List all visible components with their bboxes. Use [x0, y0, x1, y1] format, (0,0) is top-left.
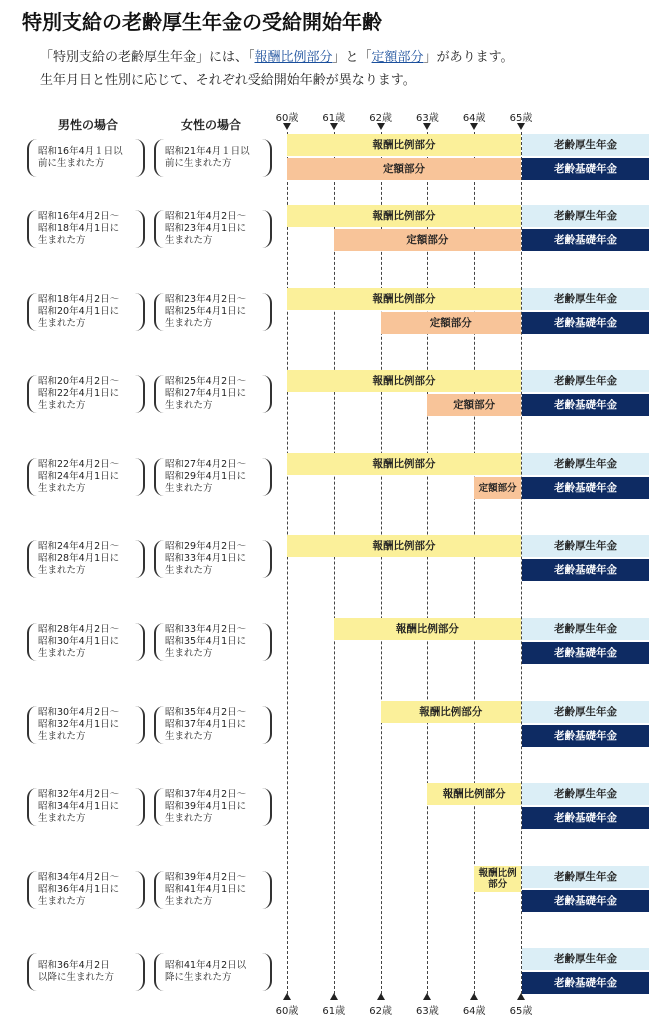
hirei-bar [287, 535, 521, 557]
age-gridline [381, 132, 382, 994]
female-birth-range-line: 昭和23年4月2日～ [165, 294, 247, 305]
page-title: 特別支給の老齢厚生年金の受給開始年齢 [22, 10, 382, 34]
intro-text [40, 46, 514, 92]
male-birth-range [38, 707, 119, 743]
kousei-pension-label: 老齢厚生年金 [554, 457, 617, 470]
teigaku-bar-label: 定額部分 [429, 316, 472, 329]
kiso-pension-label: 老齢基礎年金 [554, 729, 617, 742]
female-birth-range-line: 昭和35年4月1日に [165, 636, 247, 647]
tick-arrow-down-icon [517, 123, 525, 130]
hirei-bar-label: 報酬比例部分 [372, 292, 436, 305]
male-birth-range-line: 昭和30年4月1日に [38, 636, 120, 647]
female-birth-range [165, 294, 246, 330]
intro-line-1 [40, 46, 514, 69]
hirei-bar [287, 205, 521, 227]
kiso-pension-bar [522, 477, 649, 499]
female-column-header: 女性の場合 [180, 118, 241, 132]
female-birth-range-line: 生まれた方 [165, 235, 213, 246]
kiso-pension-bar [522, 890, 649, 912]
female-birth-range [165, 211, 246, 247]
female-birth-range-line: 昭和35年4月2日～ [165, 707, 247, 718]
hirei-bar-label: 報酬比例部分 [395, 622, 459, 635]
teigaku-bar [334, 229, 521, 251]
female-birth-range-line: 昭和33年4月2日～ [165, 624, 247, 635]
male-birth-range-line: 昭和32年4月1日に [38, 719, 120, 730]
hirei-bar-label: 報酬比例部分 [419, 705, 483, 718]
female-birth-range-line: 昭和23年4月1日に [165, 223, 247, 234]
hirei-bar [287, 134, 521, 156]
female-birth-range-line: 生まれた方 [165, 565, 213, 576]
kiso-pension-bar [522, 394, 649, 416]
male-birth-range-line: 昭和28年4月2日～ [38, 624, 120, 635]
kousei-pension-bar [522, 866, 649, 888]
male-birth-range-line: 生まれた方 [38, 483, 86, 494]
kousei-pension-bar [522, 783, 649, 805]
female-birth-range-line: 昭和29年4月2日～ [165, 541, 247, 552]
hirei-bar-label: 部分 [488, 879, 508, 890]
female-birth-range-line: 昭和33年4月1日に [165, 553, 247, 564]
female-birth-range-line: 昭和37年4月1日に [165, 719, 247, 730]
tick-arrow-up-icon [517, 993, 525, 1000]
male-birth-range [38, 541, 119, 577]
teigaku-link[interactable]: 定額部分 [371, 50, 424, 65]
male-birth-range-line: 昭和36年4月1日に [38, 884, 120, 895]
female-birth-range [165, 872, 246, 908]
kiso-pension-label: 老齢基礎年金 [554, 481, 617, 494]
kousei-pension-bar [522, 205, 649, 227]
male-birth-range-line: 昭和16年4月１日以 [38, 146, 123, 157]
age-tick-label-bottom: 64歳 [462, 1006, 486, 1017]
male-birth-range-line: 昭和18年4月2日～ [38, 294, 120, 305]
female-birth-range-line: 前に生まれた方 [165, 158, 232, 169]
tick-arrow-down-icon [283, 123, 291, 130]
age-tick-label-top: 61歳 [322, 113, 346, 124]
male-birth-range-line: 昭和22年4月1日に [38, 388, 120, 399]
female-birth-range-line: 昭和39年4月2日～ [165, 872, 247, 883]
kiso-pension-bar [522, 312, 649, 334]
hirei-bar-label: 報酬比例部分 [372, 209, 436, 222]
age-tick-label-top: 65歳 [509, 113, 533, 124]
tick-arrow-up-icon [423, 993, 431, 1000]
kiso-pension-bar [522, 807, 649, 829]
tick-arrow-up-icon [283, 993, 291, 1000]
kousei-pension-bar [522, 535, 649, 557]
male-birth-range [38, 960, 114, 984]
hirei-bar [287, 453, 521, 475]
intro-text-segment: 」と「 [332, 50, 372, 65]
hirei-bar [474, 866, 521, 892]
male-birth-range [38, 459, 119, 495]
female-birth-range-line: 昭和39年4月1日に [165, 801, 247, 812]
tick-arrow-down-icon [330, 123, 338, 130]
age-tick-label-top: 62歳 [369, 113, 392, 124]
kousei-pension-bar [522, 453, 649, 475]
age-gridline [334, 132, 335, 994]
female-birth-range-line: 昭和29年4月1日に [165, 471, 247, 482]
female-birth-range-line: 生まれた方 [165, 483, 213, 494]
male-birth-range-line: 生まれた方 [38, 813, 86, 824]
male-birth-range-line: 昭和22年4月2日～ [38, 459, 120, 470]
female-birth-range-line: 昭和37年4月2日～ [165, 789, 247, 800]
female-birth-range-line: 昭和41年4月2日以 [165, 960, 247, 971]
female-birth-range-line: 昭和25年4月1日に [165, 306, 247, 317]
female-birth-range-line: 昭和21年4月2日～ [165, 211, 247, 222]
male-birth-range-line: 昭和20年4月1日に [38, 306, 120, 317]
female-birth-range-line: 生まれた方 [165, 731, 213, 742]
hirei-bar-label: 報酬比例 [478, 868, 517, 879]
male-birth-range-line: 前に生まれた方 [38, 158, 105, 169]
kousei-pension-label: 老齢厚生年金 [554, 870, 617, 883]
kiso-pension-label: 老齢基礎年金 [554, 894, 617, 907]
male-column-header: 男性の場合 [57, 118, 118, 132]
kiso-pension-bar [522, 725, 649, 747]
age-gridline [287, 132, 288, 994]
age-tick-label-bottom: 61歳 [322, 1006, 346, 1017]
male-birth-range-line: 生まれた方 [38, 318, 86, 329]
female-birth-range [165, 789, 246, 825]
female-birth-range [165, 146, 250, 170]
age-tick-label-top: 60歳 [275, 113, 299, 124]
kiso-pension-label: 老齢基礎年金 [554, 976, 617, 989]
age-gridline [474, 132, 475, 994]
female-birth-range-line: 昭和21年4月１日以 [165, 146, 250, 157]
teigaku-bar-label: 定額部分 [453, 398, 496, 411]
hirei-bar [381, 701, 521, 723]
hirei-bar [287, 288, 521, 310]
male-birth-range-line: 生まれた方 [38, 400, 86, 411]
tick-arrow-up-icon [330, 993, 338, 1000]
teigaku-bar [381, 312, 521, 334]
kiso-pension-bar [522, 642, 649, 664]
kiso-pension-bar [522, 158, 649, 180]
kousei-pension-label: 老齢厚生年金 [554, 292, 617, 305]
age-tick-label-bottom: 63歳 [416, 1006, 439, 1017]
kousei-pension-label: 老齢厚生年金 [554, 622, 617, 635]
male-birth-range-line: 生まれた方 [38, 565, 86, 576]
male-birth-range-line: 生まれた方 [38, 896, 86, 907]
male-birth-range-line: 生まれた方 [38, 235, 86, 246]
kousei-pension-label: 老齢厚生年金 [554, 374, 617, 387]
female-birth-range-line: 生まれた方 [165, 318, 213, 329]
female-birth-range-line: 昭和41年4月1日に [165, 884, 247, 895]
male-birth-range-line: 昭和36年4月2日 [38, 960, 110, 971]
age-tick-label-bottom: 62歳 [369, 1006, 392, 1017]
female-birth-range-line: 生まれた方 [165, 813, 213, 824]
male-birth-range-line: 昭和28年4月1日に [38, 553, 120, 564]
male-birth-range [38, 789, 119, 825]
age-tick-label-top: 64歳 [462, 113, 486, 124]
female-birth-range [165, 624, 246, 660]
male-birth-range [38, 376, 119, 412]
female-birth-range-line: 昭和25年4月2日～ [165, 376, 247, 387]
kousei-pension-label: 老齢厚生年金 [554, 209, 617, 222]
kousei-pension-label: 老齢厚生年金 [554, 705, 617, 718]
kousei-pension-label: 老齢厚生年金 [554, 952, 617, 965]
kousei-pension-bar [522, 701, 649, 723]
female-birth-range [165, 541, 246, 577]
age-tick-label-bottom: 60歳 [275, 1006, 299, 1017]
male-birth-range [38, 211, 119, 247]
kiso-pension-label: 老齢基礎年金 [554, 398, 617, 411]
kousei-pension-label: 老齢厚生年金 [554, 138, 617, 151]
hirei-bar [427, 783, 521, 805]
hirei-link[interactable]: 報酬比例部分 [254, 50, 333, 65]
male-birth-range-line: 昭和18年4月1日に [38, 223, 120, 234]
male-birth-range [38, 624, 119, 660]
female-birth-range-line: 昭和27年4月1日に [165, 388, 247, 399]
kousei-pension-label: 老齢厚生年金 [554, 787, 617, 800]
intro-line-2: 生年月日と性別に応じて、それぞれ受給開始年齢が異なります。 [40, 73, 416, 88]
kousei-pension-bar [522, 134, 649, 156]
male-birth-range-line: 昭和24年4月1日に [38, 471, 120, 482]
kousei-pension-bar [522, 948, 649, 970]
kiso-pension-label: 老齢基礎年金 [554, 811, 617, 824]
female-birth-range-line: 生まれた方 [165, 896, 213, 907]
male-birth-range-line: 昭和34年4月1日に [38, 801, 120, 812]
female-birth-range-line: 昭和27年4月2日～ [165, 459, 247, 470]
age-tick-label-top: 63歳 [416, 113, 439, 124]
kiso-pension-label: 老齢基礎年金 [554, 233, 617, 246]
kousei-pension-bar [522, 370, 649, 392]
male-birth-range-line: 以降に生まれた方 [38, 972, 115, 983]
female-birth-range [165, 459, 246, 495]
male-birth-range-line: 昭和20年4月2日～ [38, 376, 120, 387]
male-birth-range [38, 146, 123, 170]
male-birth-range-line: 昭和16年4月2日～ [38, 211, 120, 222]
female-birth-range [165, 960, 246, 984]
male-birth-range-line: 昭和34年4月2日～ [38, 872, 120, 883]
kiso-pension-label: 老齢基礎年金 [554, 646, 617, 659]
female-birth-range [165, 707, 246, 743]
teigaku-bar [427, 394, 521, 416]
hirei-bar [287, 370, 521, 392]
male-birth-range-line: 昭和24年4月2日～ [38, 541, 120, 552]
female-birth-range-line: 降に生まれた方 [165, 972, 232, 983]
tick-arrow-down-icon [377, 123, 385, 130]
female-birth-range-line: 生まれた方 [165, 648, 213, 659]
kiso-pension-label: 老齢基礎年金 [554, 162, 617, 175]
hirei-bar-label: 報酬比例部分 [372, 539, 436, 552]
kousei-pension-label: 老齢厚生年金 [554, 539, 617, 552]
male-birth-range [38, 872, 119, 908]
female-birth-range [165, 376, 246, 412]
tick-arrow-up-icon [470, 993, 478, 1000]
age-tick-label-bottom: 65歳 [509, 1006, 533, 1017]
hirei-bar-label: 報酬比例部分 [372, 138, 436, 151]
teigaku-bar [287, 158, 521, 180]
tick-arrow-down-icon [423, 123, 431, 130]
male-birth-range-line: 昭和32年4月2日～ [38, 789, 120, 800]
kousei-pension-bar [522, 618, 649, 640]
kousei-pension-bar [522, 288, 649, 310]
teigaku-bar-label: 定額部分 [383, 162, 425, 175]
male-birth-range [38, 294, 119, 330]
kiso-pension-bar [522, 229, 649, 251]
male-birth-range-line: 生まれた方 [38, 648, 86, 659]
female-birth-range-line: 生まれた方 [165, 400, 213, 411]
male-birth-range-line: 生まれた方 [38, 731, 86, 742]
hirei-bar-label: 報酬比例部分 [442, 787, 506, 800]
male-birth-range-line: 昭和30年4月2日～ [38, 707, 120, 718]
kiso-pension-bar [522, 559, 649, 581]
kiso-pension-bar [522, 972, 649, 994]
tick-arrow-down-icon [470, 123, 478, 130]
tick-arrow-up-icon [377, 993, 385, 1000]
intro-text-segment: 「特別支給の老齢厚生年金」には、「 [40, 50, 255, 65]
hirei-bar [334, 618, 521, 640]
age-gridline [427, 132, 428, 994]
hirei-bar-label: 報酬比例部分 [372, 374, 436, 387]
kiso-pension-label: 老齢基礎年金 [554, 563, 617, 576]
intro-text-segment: 」があります。 [423, 50, 514, 65]
teigaku-bar-label: 定額部分 [478, 482, 517, 494]
teigaku-bar [474, 477, 521, 499]
hirei-bar-label: 報酬比例部分 [372, 457, 436, 470]
kiso-pension-label: 老齢基礎年金 [554, 316, 617, 329]
teigaku-bar-label: 定額部分 [406, 233, 449, 246]
